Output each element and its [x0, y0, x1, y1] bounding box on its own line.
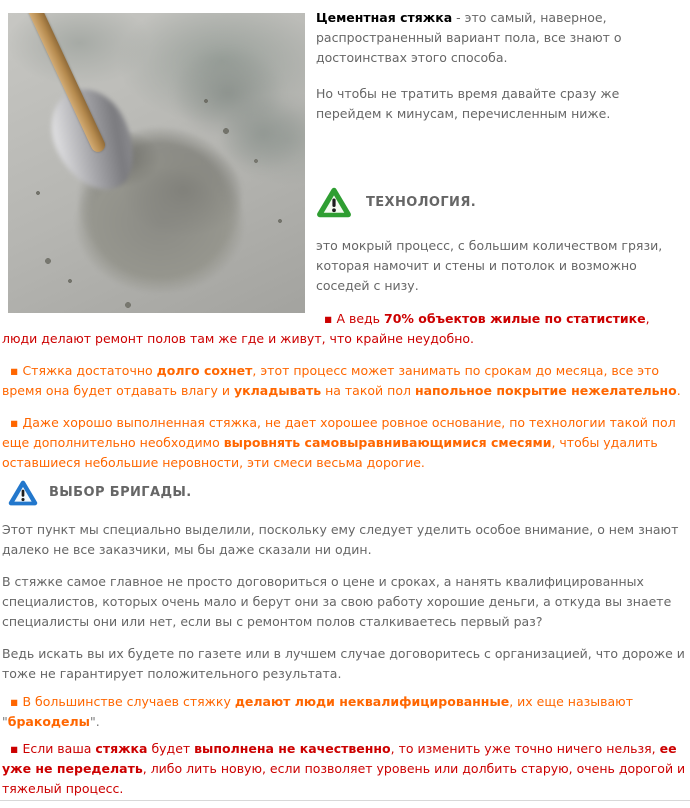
bottom-divider — [0, 800, 690, 801]
brigade-section-header — [2, 479, 688, 507]
bullet-drying-time: ▪ Стяжка достаточно долго сохнет, этот процесс может занимать по срокам до месяца, все это время она будет отдавать влагу и укладывать на такой пол напольное покрытие нежелательно. — [2, 363, 681, 398]
warning-triangle-blue-icon — [8, 479, 38, 507]
technology-paragraph: это мокрый процесс, с большим количеством грязи, которая намочит и стены и потолок и возможно соседей с низу. — [316, 238, 663, 293]
brigade-paragraph-2: В стяжке самое главное не просто договориться о цене и сроках, а нанять квалифицированных специалистов, которых очень мало и берут они за свою работу хорошие деньги, а откуда вы знаете специалисты они или нет, если вы с ремонтом полов сталкиваетесь первый раз? — [2, 574, 672, 629]
warning-triangle-green-icon — [316, 186, 352, 219]
brigade-heading: ВЫБОР БРИГАДЫ. — [49, 485, 192, 500]
brigade-paragraph-1: Этот пункт мы специально выделили, поскольку ему следует уделить особое внимание, о нем знают далеко не все заказчики, мы бы даже сказали ни один. — [2, 522, 679, 557]
cement-mortar-photo — [8, 13, 305, 313]
bullet-unqualified-workers: ▪ В большинстве случаев стяжку делают люди неквалифицированные, их еще называют "бракоделы". — [2, 694, 633, 729]
technology-heading: ТЕХНОЛОГИЯ. — [366, 194, 477, 210]
bullet-statistics: ▪ А ведь 70% объектов жилые по статистике, люди делают ремонт полов там же где и живут, что крайне неудобно. — [2, 311, 650, 346]
technology-section-header — [316, 186, 688, 219]
brigade-paragraph-3: Ведь искать вы их будете по газете или в лучшем случае договоритесь с организацией, что дороже и тоже не гарантирует положительного результата. — [2, 646, 685, 681]
intro-paragraph-1: Цементная стяжка - это самый, наверное, распространенный вариант пола, все знают о достоинствах этого способа. — [316, 10, 622, 65]
intro-paragraph-2: Но чтобы не тратить время давайте сразу же перейдем к минусам, перечисленным ниже. — [316, 86, 620, 121]
bullet-bad-screed: ▪ Если ваша стяжка будет выполнена не качественно, то изменить уже точно ничего нельзя, ее уже не переделать, либо лить новую, если позволяет уровень или долбить старую, очень дорогой и тяжелый процесс. — [2, 741, 686, 796]
bullet-leveling-mixes: ▪ Даже хорошо выполненная стяжка, не дает хорошее ровное основание, по технологии такой пол еще дополнительно необходимо выровнять самовыравнивающимися смесями, чтобы удалить оставшиеся небольшие неровности, эти смеси весьма дорогие. — [2, 415, 676, 470]
